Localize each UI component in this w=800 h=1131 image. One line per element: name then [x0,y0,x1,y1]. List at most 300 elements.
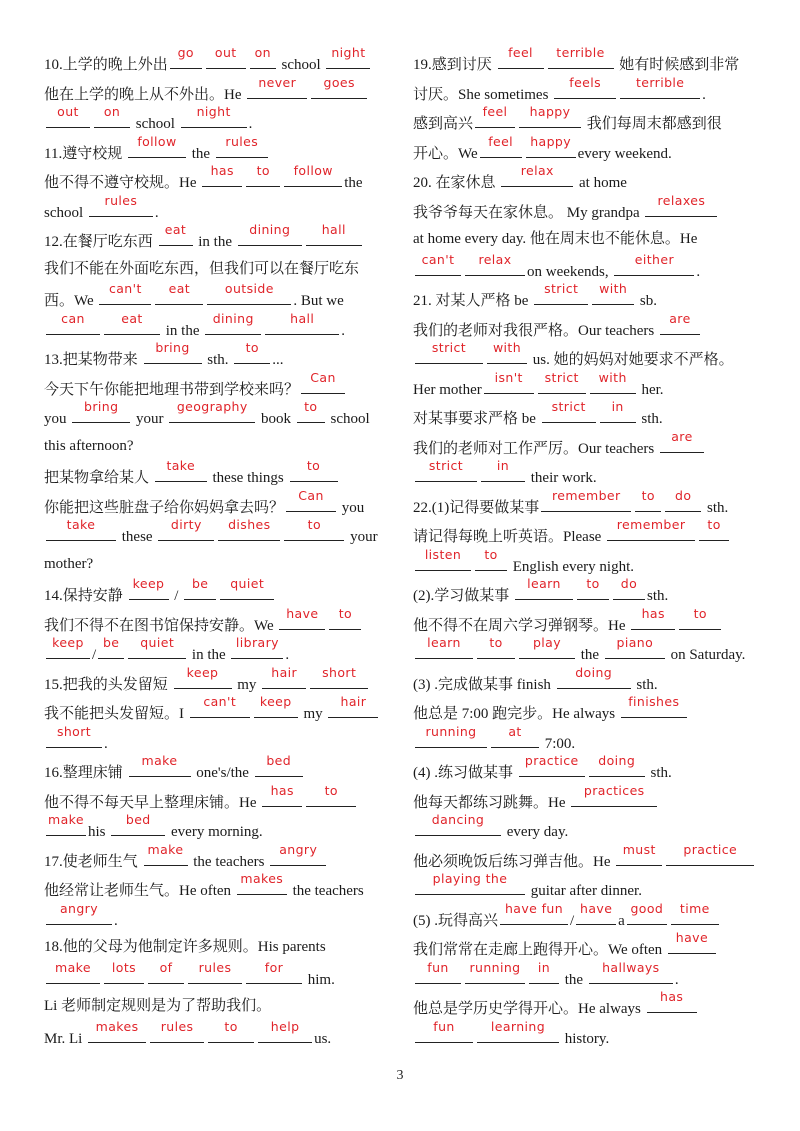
exercise-line [413,723,763,757]
answer-blank[interactable] [128,133,186,158]
handwritten-answer: to [707,517,721,532]
exercise-line [44,222,394,255]
exercise-line [413,133,763,167]
exercise-line [413,517,763,550]
handwritten-answer: feel [482,104,508,119]
exercise-line [44,576,394,609]
answer-blank[interactable] [534,281,588,305]
prompt-text: Mr. Li [44,1030,87,1047]
handwritten-answer: do [620,576,638,591]
answer-blank[interactable] [614,251,694,276]
exercise-line [44,959,394,993]
answer-blank[interactable] [159,222,193,246]
handwritten-answer: keep [186,664,219,680]
answer-blank[interactable] [181,104,247,128]
answer-blank[interactable] [205,310,261,335]
answer-blank[interactable] [237,871,287,895]
answer-blank[interactable] [231,635,283,659]
answer-blank[interactable] [571,782,657,807]
answer-blank[interactable] [491,723,539,748]
answer-blank[interactable] [616,841,662,866]
exercise-line [413,192,763,226]
answer-blank[interactable] [660,310,700,335]
answer-blank[interactable] [72,399,130,423]
answer-blank[interactable] [144,340,202,364]
exercise-line [44,900,394,934]
prompt-text: / [92,647,97,663]
answer-blank[interactable] [46,900,112,925]
answer-blank[interactable] [589,753,645,777]
handwritten-answer: either [634,251,675,267]
answer-blank[interactable] [415,723,487,748]
handwritten-answer: playing the [432,871,508,886]
answer-blank[interactable] [216,133,268,158]
prompt-text: 我们不能在外面吃东西，但我们可以在餐厅吃东 [44,260,360,277]
exercise-line [413,399,763,432]
exercise-line [44,192,394,226]
prompt-text: sth. [647,588,669,604]
prompt-text: one's/the [192,765,253,781]
answer-blank[interactable] [144,841,188,866]
answer-blank[interactable] [576,900,616,925]
prompt-text: the [344,175,363,191]
answer-blank[interactable] [297,399,325,423]
exercise-line [44,458,394,491]
prompt-text: you [338,499,365,516]
answer-blank[interactable] [46,635,90,659]
handwritten-answer: relax [520,163,554,178]
prompt-text: him. [304,971,335,988]
answer-blank[interactable] [311,74,367,99]
prompt-text: his [88,824,110,840]
answer-blank[interactable] [250,45,276,69]
exercise-line [44,723,394,757]
prompt-text: the teachers [288,883,364,899]
answer-blank[interactable] [238,222,302,246]
answer-blank[interactable] [290,458,338,482]
answer-blank[interactable] [46,723,102,748]
exercise-line [413,812,763,845]
answer-blank[interactable] [326,45,370,69]
prompt-text: on weekends, [527,263,613,280]
handwritten-answer: dishes [228,517,271,532]
prompt-text: 他每天都练习跳舞。He [413,794,570,811]
answer-blank[interactable] [613,576,645,600]
exercise-line [44,163,394,196]
answer-blank[interactable] [590,369,636,394]
answer-blank[interactable] [301,369,345,394]
handwritten-answer: fun [427,959,449,975]
answer-blank[interactable] [246,959,302,984]
answer-blank[interactable] [475,546,507,571]
answer-blank[interactable] [174,664,232,689]
answer-blank[interactable] [635,487,661,512]
prompt-text: 我爷爷每天在家休息。 My grandpa [413,204,644,221]
answer-blank[interactable] [46,812,86,836]
answer-blank[interactable] [270,841,326,866]
answer-blank[interactable] [129,576,169,600]
answer-blank[interactable] [169,399,255,423]
handwritten-answer: to [489,635,503,650]
prompt-text: Her mother [413,381,482,398]
right-column [413,45,763,1051]
answer-blank[interactable] [671,900,719,925]
exercise-line [413,753,763,786]
handwritten-answer: follow [293,163,333,178]
prompt-text: 请记得每晚上听英语。Please [413,529,606,545]
prompt-text: school [44,204,87,221]
answer-blank[interactable] [415,959,461,984]
prompt-text: 他总是学历史学得开心。He always [413,1001,645,1017]
answer-blank[interactable] [262,664,306,689]
prompt-text: sth. [203,352,233,368]
exercise-line [44,432,394,462]
answer-blank[interactable] [89,192,153,217]
handwritten-answer: eat [168,281,191,296]
handwritten-answer: keep [52,635,84,650]
answer-blank[interactable] [246,163,280,187]
answer-blank[interactable] [519,104,581,128]
answer-blank[interactable] [607,517,695,541]
handwritten-answer: on [103,104,121,119]
exercise-line [413,45,763,78]
handwritten-answer: bed [266,753,292,768]
handwritten-answer: in [537,959,551,975]
prompt-text: / [570,912,575,929]
answer-blank[interactable] [98,635,124,659]
answer-blank[interactable] [538,369,586,394]
exercise-line [413,163,763,196]
prompt-text: 他经常让老师生气。He often [44,883,235,899]
prompt-text: . [248,116,253,132]
answer-blank[interactable] [247,74,307,99]
prompt-text: 他不得不遵守校规。He [44,175,201,191]
answer-blank[interactable] [148,959,184,984]
answer-blank[interactable] [480,133,522,158]
answer-blank[interactable] [265,310,339,335]
exercise-line [44,517,394,550]
prompt-text: (3) .完成做某事 finish [413,676,555,693]
handwritten-answer: make [147,841,184,857]
exercise-line [413,576,763,609]
handwritten-answer: dirty [170,517,202,532]
answer-blank[interactable] [415,546,471,571]
answer-blank[interactable] [306,782,356,807]
handwritten-answer: to [586,576,600,591]
answer-blank[interactable] [589,959,673,984]
prompt-text: 13.把某物带来 [44,352,142,368]
answer-blank[interactable] [207,281,291,305]
answer-blank[interactable] [415,458,477,482]
answer-blank[interactable] [666,841,754,866]
exercise-line [44,74,394,108]
answer-blank[interactable] [621,694,687,718]
prompt-text: 对某事要求严格 be [413,411,540,427]
answer-blank[interactable] [665,487,701,512]
exercise-line [44,1018,394,1052]
exercise-line [413,930,763,963]
prompt-text: English every night. [509,558,634,575]
handwritten-answer: strict [428,458,464,473]
handwritten-answer: have [675,930,709,945]
exercise-line [44,812,394,845]
answer-blank[interactable] [184,576,216,600]
prompt-text: your [346,529,378,545]
exercise-line [413,487,763,521]
answer-blank[interactable] [104,310,160,335]
exercise-line [44,605,394,639]
exercise-line [44,664,394,698]
answer-blank[interactable] [328,694,378,718]
handwritten-answer: running [469,959,521,975]
prompt-text: 他不得不每天早上整理床铺。He [44,794,261,811]
answer-blank[interactable] [202,163,242,187]
answer-blank[interactable] [415,871,525,895]
prompt-text: 21. 对某人严格 be [413,293,533,309]
handwritten-answer: follow [137,133,177,149]
prompt-text: 讨厌。She sometimes [413,86,553,103]
answer-blank[interactable] [465,959,525,984]
answer-blank[interactable] [188,959,242,984]
exercise-line [44,933,394,963]
handwritten-answer: geography [176,399,248,414]
answer-blank[interactable] [542,399,596,423]
answer-blank[interactable] [484,369,534,394]
answer-blank[interactable] [548,45,614,69]
answer-blank[interactable] [668,930,716,954]
prompt-text: in the [194,234,236,250]
answer-blank[interactable] [605,635,665,659]
handwritten-answer: Can [310,369,336,385]
handwritten-answer: has [270,782,294,798]
prompt-text: sb. [636,293,658,309]
prompt-text: these [118,529,157,545]
handwritten-answer: help [270,1018,300,1034]
answer-blank[interactable] [220,576,274,600]
answer-blank[interactable] [600,399,636,423]
answer-blank[interactable] [631,605,675,630]
exercise-line [413,74,763,108]
answer-blank[interactable] [150,1018,204,1043]
answer-blank[interactable] [255,753,303,777]
answer-blank[interactable] [234,340,270,364]
handwritten-answer: are [669,310,691,326]
answer-blank[interactable] [129,753,191,777]
prompt-text: history. [561,1030,610,1047]
answer-blank[interactable] [519,635,575,659]
exercise-line [44,694,394,727]
exercise-line [44,310,394,344]
prompt-text: 我不能把头发留短。I [44,706,188,722]
handwritten-answer: has [641,605,665,621]
answer-blank[interactable] [519,753,585,777]
prompt-text: every weekend. [577,145,672,162]
exercise-line [44,104,394,137]
answer-blank[interactable] [627,900,667,925]
prompt-text: mother? [44,555,94,572]
prompt-text: your [132,411,168,427]
answer-blank[interactable] [415,340,483,364]
answer-blank[interactable] [620,74,700,99]
handwritten-answer: quiet [140,635,175,650]
answer-blank[interactable] [218,517,280,541]
answer-blank[interactable] [487,340,527,364]
answer-blank[interactable] [46,517,116,541]
answer-blank[interactable] [679,605,721,630]
prompt-text: 今天下午你能把地理书带到学校来吗？ [44,381,300,398]
handwritten-answer: bring [84,399,119,414]
prompt-text: 他总是 7:00 跑完步。He always [413,706,619,722]
handwritten-answer: good [630,900,664,916]
prompt-text: 12.在餐厅吃东西 [44,234,157,250]
handwritten-answer: remember [616,517,686,532]
answer-blank[interactable] [310,664,368,689]
left-column [44,45,394,1051]
handwritten-answer: happy [529,104,571,119]
answer-blank[interactable] [284,517,344,541]
prompt-text: the [187,145,214,162]
answer-blank[interactable] [155,458,207,482]
prompt-text: 把某物拿给某人 [44,470,153,486]
prompt-text: book [257,411,295,427]
answer-blank[interactable] [577,576,609,600]
answer-blank[interactable] [647,989,697,1013]
answer-blank[interactable] [94,104,130,128]
answer-blank[interactable] [557,664,631,689]
prompt-text: Li 老师制定规则是为了帮助我们。 [44,998,272,1014]
answer-blank[interactable] [99,281,151,305]
prompt-text: (4) .练习做某事 [413,765,517,781]
handwritten-answer: rules [104,192,138,208]
prompt-text: 14.保持安静 [44,588,127,604]
handwritten-answer: remember [551,487,621,503]
prompt-text: 他在上学的晚上从不外出。He [44,86,246,103]
answer-blank[interactable] [155,281,203,305]
handwritten-answer: to [641,487,655,503]
prompt-text: 开心。We [413,145,478,162]
answer-blank[interactable] [660,428,704,453]
handwritten-answer: make [55,959,91,975]
exercise-line [44,45,394,78]
answer-blank[interactable] [284,163,342,187]
answer-blank[interactable] [515,576,573,600]
handwritten-answer: hall [321,222,346,237]
prompt-text: 感到高兴 [413,116,474,132]
answer-blank[interactable] [498,45,544,69]
handwritten-answer: do [675,487,692,503]
answer-blank[interactable] [645,192,717,217]
handwritten-answer: happy [530,133,572,149]
answer-blank[interactable] [254,694,298,718]
handwritten-answer: practices [583,782,645,798]
handwritten-answer: angry [279,841,318,857]
prompt-text: 20. 在家休息 [413,175,500,191]
prompt-text: 我们不得不在图书馆保持安静。We [44,617,278,634]
handwritten-answer: outside [224,281,274,296]
handwritten-answer: practice [524,753,579,768]
handwritten-answer: take [66,517,96,532]
answer-blank[interactable] [475,104,515,128]
answer-blank[interactable] [529,959,559,984]
answer-blank[interactable] [554,74,616,99]
handwritten-answer: to [256,163,270,178]
handwritten-answer: strict [551,399,586,414]
handwritten-answer: relaxes [657,192,706,208]
prompt-text: 15.把我的头发留短 [44,676,172,693]
answer-blank[interactable] [111,812,165,836]
handwritten-answer: learn [427,635,461,650]
answer-blank[interactable] [158,517,214,541]
answer-blank[interactable] [501,163,573,187]
answer-blank[interactable] [465,251,525,276]
handwritten-answer: have [580,900,613,916]
answer-blank[interactable] [481,458,525,482]
prompt-text: her. [637,381,664,398]
answer-blank[interactable] [415,635,473,659]
answer-blank[interactable] [329,605,361,630]
answer-blank[interactable] [286,487,336,512]
answer-blank[interactable] [279,605,325,630]
answer-blank[interactable] [415,1018,473,1043]
prompt-text: 我们每周末都感到很 [583,116,722,132]
handwritten-answer: feels [569,74,602,90]
exercise-line [413,664,763,698]
answer-blank[interactable] [699,517,729,541]
prompt-text: 我们的老师对我很严格。Our teachers [413,322,658,339]
answer-blank[interactable] [526,133,576,158]
answer-blank[interactable] [262,782,302,807]
prompt-text: 我们的老师对工作严厉。Our teachers [413,440,658,457]
exercise-line [413,989,763,1022]
handwritten-answer: bed [125,812,151,827]
exercise-line [413,458,763,491]
prompt-text: sth. [637,411,663,427]
answer-blank[interactable] [541,487,631,512]
answer-blank[interactable] [190,694,250,718]
answer-blank[interactable] [170,45,202,69]
handwritten-answer: to [306,458,321,473]
answer-blank[interactable] [206,45,246,69]
answer-blank[interactable] [208,1018,254,1043]
exercise-line [44,550,394,580]
answer-blank[interactable] [46,310,100,335]
answer-blank[interactable] [104,959,144,984]
handwritten-answer: rules [160,1018,194,1034]
exercise-line [44,635,394,668]
prompt-text: / [170,588,183,604]
handwritten-answer: strict [544,281,579,296]
handwritten-answer: angry [59,900,99,916]
answer-blank[interactable] [477,635,515,659]
handwritten-answer: with [492,340,522,355]
answer-blank[interactable] [306,222,362,246]
answer-blank[interactable] [592,281,634,305]
exercise-line [413,104,763,137]
handwritten-answer: doing [575,664,613,680]
answer-blank[interactable] [258,1018,312,1043]
answer-blank[interactable] [477,1018,559,1043]
answer-blank[interactable] [415,251,461,276]
handwritten-answer: eat [164,222,187,237]
handwritten-answer: rules [225,133,259,149]
answer-blank[interactable] [500,900,568,925]
answer-blank[interactable] [88,1018,146,1043]
handwritten-answer: to [693,605,707,621]
answer-blank[interactable] [415,812,501,836]
answer-blank[interactable] [46,104,90,128]
answer-blank[interactable] [128,635,186,659]
answer-blank[interactable] [46,959,100,984]
